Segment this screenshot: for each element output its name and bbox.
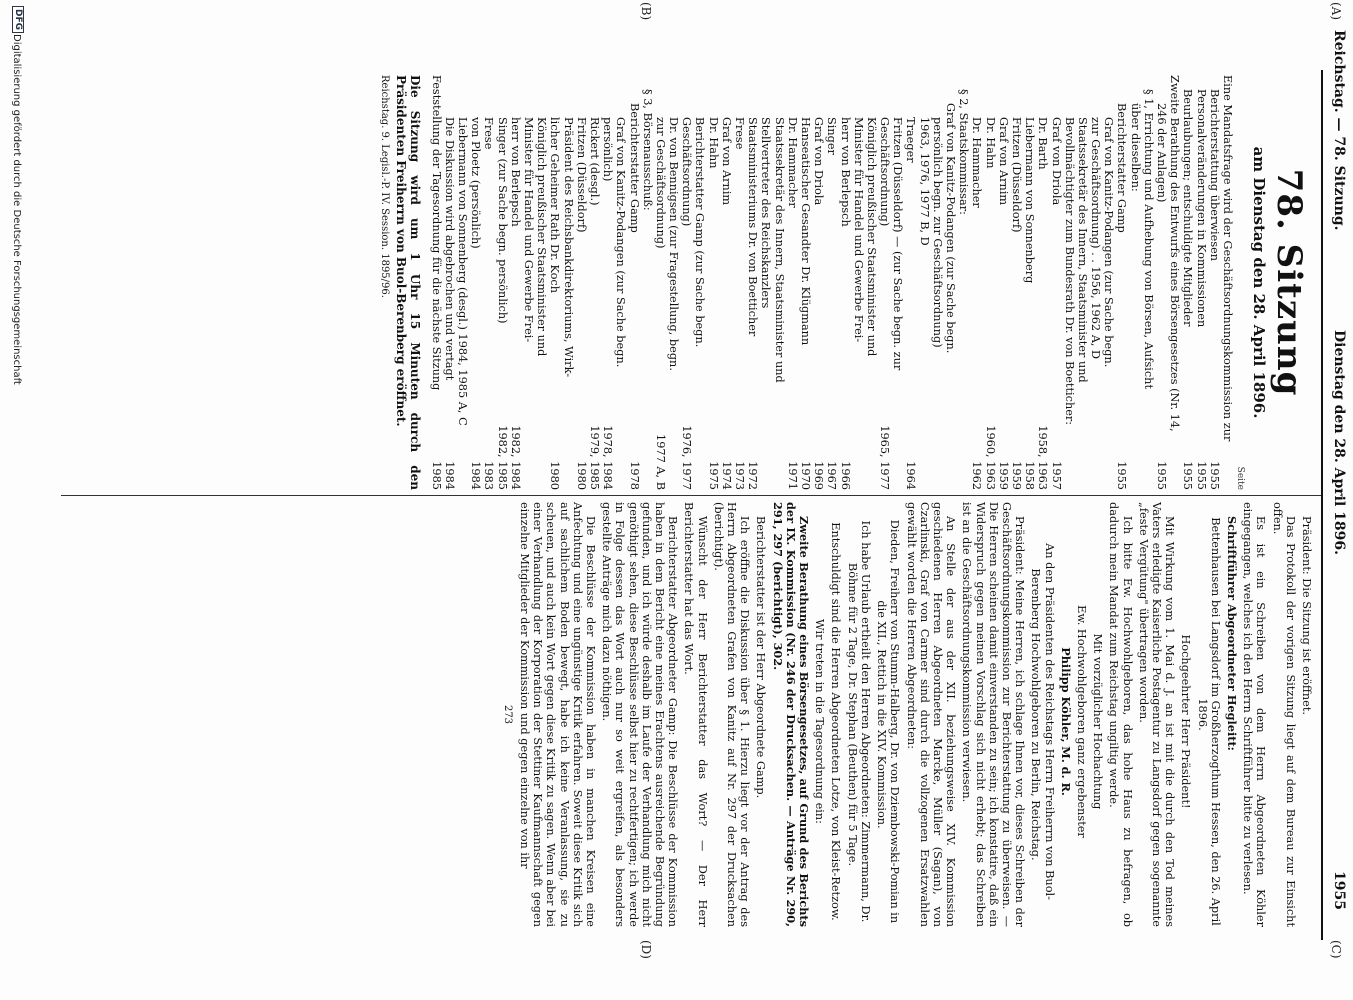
toc-entry-page: 1966 <box>838 461 852 490</box>
toc-entry-page: 1975 <box>706 461 720 490</box>
toc-entry-page: 1959 <box>1010 461 1023 490</box>
toc-entry-text: § 3, Börsenausschuß: <box>640 89 654 211</box>
toc-entry <box>627 75 640 490</box>
protocol-paragraph: Ich eröffne die Diskussion über § 1. Hierzu liegt vor der Antrag des Herrn Abgeordneten Grafen von Kanitz auf Nr. 297 der Drucksachen (berichtigt). <box>711 502 752 927</box>
protocol-paragraph: Wir treten in die Tagesordnung ein: <box>813 619 827 824</box>
toc-entry-text: von Ploetz (persönlich) <box>469 117 483 249</box>
protocol-paragraph: Zweite Berathung eines Börsengesetzes, auf Grund des Berichts der IX. Kommission (Nr. 246 der Drucksachen. — Anträge Nr. 290, 291, 297 (berichtigt), 302. <box>770 502 812 927</box>
toc-entry-page: 1982, 1985 <box>495 425 509 490</box>
toc-entry-page: 1979, 1985 <box>588 425 601 490</box>
toc-entry-page: 1964 <box>904 461 918 490</box>
watermark <box>4 0 26 1000</box>
toc-entry-page: 1974 <box>719 461 733 490</box>
toc-entry-text: über dieselben: <box>1128 103 1142 192</box>
toc-entry-text: Liebermann von Sonnenberg (desgl.) 1984, 1985 A, C <box>456 117 470 426</box>
toc-entry-text: persönlich) <box>601 117 615 182</box>
toc-entry-text: zur Geschäftsordnung) <box>653 117 667 249</box>
page-header <box>1325 30 1347 910</box>
toc-entry-page: 1978, 1984 <box>601 425 615 490</box>
toc-entry <box>1115 75 1128 490</box>
header-left: Reichstag. — 78. Sitzung. <box>1331 30 1347 231</box>
protocol-paragraph: Bettenhausen bei Langsdorf im Großherzogthum Hessen, den 26. April 1896. <box>1195 517 1222 926</box>
toc-entry-page: 1983 <box>482 461 496 490</box>
toc-entry-text: 1963, 1976, 1977 B, D <box>917 117 931 246</box>
toc-entry <box>825 75 838 490</box>
toc-entry-text: § 2, Staatskommissar: <box>957 89 971 215</box>
toc-entry <box>904 75 917 490</box>
toc-entry-text: Königlich preußischer Staatsminister und <box>535 117 549 357</box>
toc-entry <box>522 75 535 490</box>
toc-entry <box>509 75 522 490</box>
protocol-paragraph: Dieden, Freiherr von Stumm-Halberg, Dr. von Dziembowski-Pomian in die XII., Rettich in die XIV. Kommission. <box>875 519 902 924</box>
toc-entry-text: Rickert (desgl.) <box>588 117 601 206</box>
protocol-paragraph: Die Beschlüsse der Kommission haben in manchen Kreisen eine Anfechtung und eine ungünstige Kritik erfahren. Soweit diese Kritik sich auf sachlichem Boden bewegt, habe ich keine Veranlassung, sie zu scheuen, und auch kein Wort gegen diese Kritik zu sagen. Wenn aber bei einer Verhandlung der Korporation der Stettiner Kaufmannschaft gegen einzelne Mitglieder der Kommission und gegen einzelne von ihr <box>518 502 598 927</box>
toc-entry <box>1049 75 1062 490</box>
header-rule <box>1321 70 1323 940</box>
toc-entry <box>931 75 944 490</box>
toc-entry-text: Hanseatischer Gesandter Dr. Klügmann <box>799 117 812 346</box>
watermark-text: Digitalisierung gefördert durch die Deutsche Forschungsgemeinschaft <box>11 34 22 385</box>
toc-entry <box>957 75 970 490</box>
toc-entry-page: 1977 A, B <box>653 434 667 490</box>
session-title: 78. Sitzung <box>1269 168 1309 397</box>
toc-entry-text: herr von Berlepsch <box>508 117 522 227</box>
toc-entry-page: 1955 <box>1155 461 1169 490</box>
toc-entry-text: Minister für Handel und Gewerbe Frei- <box>851 117 865 343</box>
toc-entry-text: Dr. Hahn <box>983 117 997 169</box>
toc-entry-text: Graf von Kanitz-Podangen (zur Sache begn. <box>944 103 958 354</box>
toc-entry-page: 1965, 1977 <box>878 425 892 490</box>
toc-entry <box>1208 75 1221 490</box>
toc-entry <box>891 75 904 490</box>
toc-entry-text: Staatssekretär des Innern, Staatsminister und <box>1075 117 1089 383</box>
toc-entry <box>654 75 667 490</box>
toc-entry-text: Graf von Arnim <box>996 117 1010 206</box>
toc-entry <box>865 75 878 490</box>
toc-entry-page: 1959 <box>996 461 1010 490</box>
toc-entry <box>720 75 733 490</box>
toc-entry <box>1155 75 1168 490</box>
header-center: Dienstag den 28. April 1896. <box>1331 330 1347 555</box>
toc-entry-text: zur Geschäftsordnung) . . 1956, 1962 A, D <box>1089 117 1103 360</box>
toc-entry <box>852 75 865 490</box>
protocol-paragraph: Es ist ein Schreiben von dem Herrn Abgeordneten Köhler eingegangen, welches ich den Herrn Schriftführer bitte zu verlesen. <box>1241 502 1268 927</box>
protocol-paragraph: Berichterstatter Abgeordneter Gamp: Die Beschlüsse der Kommission haben in dem Bericht eine meines Erachtens ausreichende Begründung gefunden, und ich würde deshalb im Laufe der Verhandlung mich nicht genöthigt sehen, diese Beschlüsse selbst hier zu rechtfertigen; ich werde in Folge dessen das Wort auch nur so weit ergreifen, als besonders gestellte Anträge mich dazu nöthigen. <box>600 502 680 927</box>
margin-marker-d: (D) <box>639 940 653 959</box>
toc-entry <box>456 75 469 490</box>
toc-entry-page: 1984 <box>442 461 456 490</box>
toc-entry-text: Fritzen (Düsseldorf) — (zur Sache begn. zur <box>891 117 905 371</box>
toc-entry <box>693 75 706 490</box>
protocol-paragraph: Schriftführer Abgeordneter Hegleitt: <box>1224 516 1239 751</box>
toc-entry <box>878 75 891 490</box>
toc-entry-text: Traeger <box>904 117 918 163</box>
margin-marker-a: (A) <box>1329 2 1343 21</box>
toc-entry-page: 1958, 1963 <box>1036 425 1050 490</box>
toc-entry-page: 1982, 1984 <box>508 425 522 490</box>
toc-entry <box>1168 75 1181 490</box>
toc-entry <box>680 75 693 490</box>
margin-marker-b: (B) <box>639 2 653 21</box>
toc-entry-page: 1973 <box>733 461 747 490</box>
toc-entry-text: Bevollmächtigter zum Bundesrath Dr. von Boetticher: <box>1062 117 1076 426</box>
toc-entry-text: Stellvertreter des Reichskanzlers <box>759 117 773 309</box>
toc-entry <box>1129 75 1142 490</box>
toc-entry-page: 1955 <box>1194 461 1208 490</box>
toc-entry-text: Minister für Handel und Gewerbe Frei- <box>522 117 536 343</box>
toc-entry-text: Staatsministeriums Dr. von Boetticher <box>746 117 760 337</box>
toc-entry-page: 1969 <box>812 461 826 490</box>
toc-entry <box>1023 75 1036 490</box>
toc-entry <box>918 75 931 490</box>
toc-entry <box>838 75 851 490</box>
toc-entry-text: licher Geheimer Rath Dr. Koch <box>548 117 562 294</box>
toc-entry-page: 1958 <box>1023 461 1037 490</box>
right-column <box>73 502 1313 927</box>
toc-entry-text: Singer <box>825 117 839 155</box>
toc-entry-text: Beurlaubungen; entschuldigte Mitglieder <box>1181 89 1195 327</box>
toc-entry-text: Personalveränderungen in Kommissionen <box>1194 89 1208 328</box>
header-page-number: 1955 <box>1331 871 1347 910</box>
toc-entry-page: 1970 <box>799 461 812 490</box>
toc-entry-page: 1960, 1963 <box>983 425 997 490</box>
protocol-paragraph: Das Protokoll der vorigen Sitzung liegt auf dem Bureau zur Einsicht offen. <box>1270 502 1297 927</box>
toc-entry-page: 1955 <box>1181 461 1195 490</box>
footer-left: Reichstag. 9. Legisl.-P. IV. Session. 1895/96. <box>378 75 390 298</box>
dfg-logo: DFG <box>12 6 24 33</box>
toc-entry <box>561 75 574 490</box>
toc-entry-page: 1955 <box>1115 461 1129 490</box>
toc-entry <box>1142 75 1155 490</box>
toc-entry <box>1194 75 1207 490</box>
toc-entry-text: Graf von Driola <box>812 117 826 206</box>
toc-entry-page: 1984 <box>469 461 483 490</box>
toc-entry <box>1089 75 1102 490</box>
toc-entry <box>997 75 1010 490</box>
page-footer: 273 <box>501 704 513 725</box>
toc-entry-page: 1967 <box>825 461 839 490</box>
margin-marker-c: (C) <box>1329 940 1343 959</box>
toc-entry-text: Graf von Arnim <box>719 117 733 206</box>
toc-entry-page: 1980 <box>548 461 562 490</box>
toc-entry <box>983 75 996 490</box>
toc-entry-text: Staatssekretär des Innern, Staatsminister und <box>772 117 786 383</box>
toc-entry-text: Die Diskussion wird abgebrochen und vertagt <box>442 117 456 381</box>
toc-entry-text: Graf von Driola <box>1049 117 1063 206</box>
protocol-paragraph: Präsident: Die Sitzung ist eröffnet. <box>1300 516 1313 715</box>
toc-entry-page: 1980 <box>574 461 588 490</box>
toc-entry <box>588 75 601 490</box>
toc-entry <box>496 75 509 490</box>
toc-entry-text: Dr. Hahn <box>706 117 720 169</box>
toc-entry-text: Dr. von Bennigsen (zur Fragestellung, begn. <box>667 117 681 371</box>
toc-entry <box>1010 75 1023 490</box>
toc-entry <box>535 75 548 490</box>
toc-entry <box>1036 75 1049 490</box>
protocol-paragraph: An Stelle der aus der XII. beziehungsweise XIV. Kommission geschiedenen Herren Abgeordneten Marcke, Müller (Sagan), von Czarlinski, Graf von Carmer sind durch die vollzogenen Ersatzwahlen gewählt worden die Herren Abgeordneten: <box>904 502 958 927</box>
toc-entry <box>443 75 456 490</box>
toc-entry <box>733 75 746 490</box>
toc-entry <box>746 75 759 490</box>
toc-entry-text: Geschäftsordnung) <box>680 117 694 227</box>
toc-entry-text: Frese <box>482 117 496 150</box>
toc-entry-text: Dr. Barth <box>1036 117 1050 170</box>
toc-entry-text: Berichterstatter Gamp <box>1115 103 1129 233</box>
toc-entry <box>1181 75 1194 490</box>
toc-entry-text: Graf von Kanitz-Podangen (zur Sache begn. <box>1102 117 1116 368</box>
toc-entry-page: 1985 <box>429 461 443 490</box>
toc-entry <box>707 75 720 490</box>
protocol-paragraph: Mit vorzüglicher Hochachtung <box>1091 633 1105 810</box>
column-divider <box>61 495 1321 496</box>
toc-entry <box>614 75 627 490</box>
protocol-paragraph: Ew. Hochwohlgeboren ganz ergebenster <box>1074 605 1088 838</box>
toc-entry-text: Liebermann von Sonnenberg <box>1023 117 1037 284</box>
toc-entry <box>1102 75 1115 490</box>
toc-entry <box>548 75 561 490</box>
toc-entry-text: Dr. Hammacher <box>785 117 799 208</box>
protocol-text <box>518 502 1313 927</box>
protocol-paragraph: Wünscht der Herr Berichterstatter das Wort? — Der Herr Berichterstatter hat das Wort. <box>682 502 709 927</box>
toc-entry-page: 1962 <box>970 461 984 490</box>
protocol-paragraph: Entschuldigt sind die Herren Abgeordneten Lotze, von Kleist-Retzow. <box>829 522 843 921</box>
toc-entry <box>601 75 614 490</box>
toc-entry-text: Fritzen (Düsseldorf) <box>574 117 588 233</box>
toc-entry <box>944 75 957 490</box>
toc-entry <box>641 75 654 490</box>
toc-entry <box>970 75 983 490</box>
protocol-paragraph: Hochgeehrter Herr Präsident! <box>1179 634 1193 809</box>
toc-entry-text: herr von Berlepsch <box>838 117 852 227</box>
protocol-paragraph: An den Präsidenten des Reichstags Herrn Freiherrn von Buol-Berenberg Hochwohlgeboren zu Berlin, Reichstag. <box>1029 543 1056 900</box>
toc-entry <box>772 75 785 490</box>
toc-entry-text: Feststellung der Tagesordnung für die nächste Sitzung <box>429 75 443 391</box>
toc-entry <box>667 75 680 490</box>
toc-entry <box>1221 75 1234 490</box>
toc-entry-text: Singer (zur Sache begn. persönlich) <box>495 117 509 324</box>
toc-entry <box>469 75 482 490</box>
toc-entry <box>430 75 443 490</box>
session-date: am Dienstag den 28. April 1896. <box>1250 146 1268 419</box>
toc-entry <box>799 75 812 490</box>
protocol-paragraph: Philipp Köhler, M. d. R. <box>1058 647 1073 796</box>
toc-entry-text: Dr. Hammacher <box>970 117 984 208</box>
toc-entry-text: Frese <box>733 117 747 150</box>
toc-entry-text: Geschäftsordnung) <box>878 117 892 227</box>
protocol-paragraph: Mit Wirkung vom 1. Mai d. J. an ist mit die durch den Tod meines Vaters erledigte Kaiserliche Postagentur zu Langsdorf gegen sogenannte „feste Vergütung" übertragen worden. <box>1136 502 1177 927</box>
opening-statement: Die Sitzung wird um 1 Uhr 15 Minuten durch den Präsidenten Freiherrn von Buol-Berenberg eröffnet. <box>393 75 422 490</box>
toc-entry-text: Eine Mandatsfrage wird der Geschäftsordnungskommission zur <box>1221 75 1234 442</box>
toc-entry-page: 1957 <box>1049 461 1063 490</box>
toc-entry-text: Berichterstatter Gamp (zur Sache begn. <box>693 117 707 348</box>
table-of-contents <box>430 75 1234 490</box>
toc-entry-page: 1955 <box>1207 461 1221 490</box>
toc-entry <box>1076 75 1089 490</box>
toc-entry <box>1063 75 1076 490</box>
protocol-paragraph: Ich habe Urlaub ertheilt den Herren Abgeordneten: Zimmermann, Dr. Böhme für 2 Tage, Dr. Stephan (Beuthen) für 5 Tage. <box>845 520 872 923</box>
protocol-paragraph: Berichterstatter ist der Herr Abgeordnete Gamp. <box>754 516 768 799</box>
toc-entry <box>482 75 495 490</box>
toc-entry-text: Fritzen (Düsseldorf) <box>1010 117 1023 233</box>
toc-entry-text: Präsident des Reichsbankdirektoriums, Wirk- <box>561 117 575 378</box>
toc-entry <box>812 75 825 490</box>
protocol-paragraph: Präsident: Meine Herren, ich schlage Ihnen vor, dieses Schreiben der Geschäftsordnungskommission zur Berichterstattung zu überweisen. — Die Herren scheinen damit einverstanden zu sein; ich konstatire, daß ein Widerspruch gegen meinen Vorschlag sich nicht erhebt; das Schreiben ist an die Geschäftsordnungskommission verwiesen. <box>960 502 1027 927</box>
seite-label: Seite <box>1235 466 1245 490</box>
toc-entry-page: 1976, 1977 <box>680 425 694 490</box>
toc-entry <box>786 75 799 490</box>
toc-entry-text: persönlich begn. zur Geschäftsordnung) <box>930 117 944 348</box>
toc-entry <box>575 75 588 490</box>
toc-entry-text: § 1, Errichtung und Aufhebung von Börsen, Aufsicht <box>1141 89 1155 390</box>
toc-entry-text: Königlich preußischer Staatsminister und <box>864 117 878 357</box>
toc-entry-page: 1971 <box>785 461 799 490</box>
toc-entry-page: 1972 <box>746 461 760 490</box>
toc-entry <box>759 75 772 490</box>
toc-entry-text: 246 der Anlagen) <box>1155 103 1169 203</box>
toc-entry-page: 1978 <box>627 461 641 490</box>
protocol-paragraph: Ich bitte Ew. Hochwohlgeboren, das hohe Haus zu befragen, ob dadurch mein Mandat zum Reichstag ungiltig werde. <box>1107 502 1134 927</box>
toc-entry-text: Berichterstattung überwiesen <box>1207 89 1221 262</box>
toc-entry-text: Graf von Kanitz-Podangen (zur Sache begn. <box>614 117 628 368</box>
toc-entry-text: Zweite Berathung des Entwurfs eines Börsengesetzes (Nr. 14, <box>1168 75 1182 432</box>
toc-entry-text: Berichterstatter Gamp <box>627 103 641 233</box>
left-column <box>59 75 1309 490</box>
